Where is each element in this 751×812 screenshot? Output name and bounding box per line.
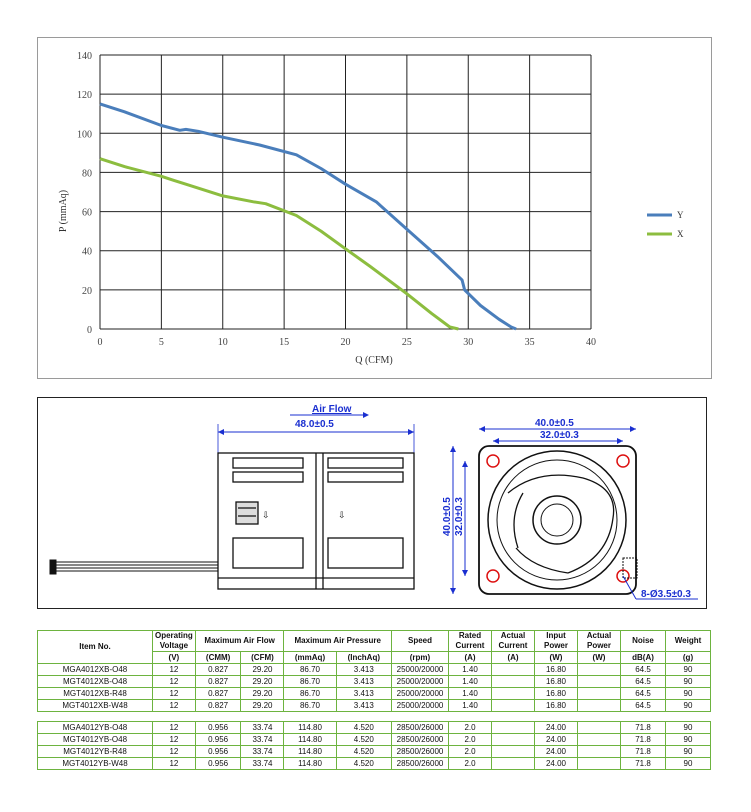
table-cell: 90 xyxy=(666,734,711,746)
y-tick-label: 40 xyxy=(82,246,92,258)
table-cell xyxy=(492,722,535,734)
col-item: Item No. xyxy=(38,631,153,664)
table-cell: 1.40 xyxy=(449,676,492,688)
height-dimension: 40.0±0.5 xyxy=(442,497,453,536)
unit-cell: (g) xyxy=(666,652,711,664)
table-cell: 12 xyxy=(153,676,196,688)
legend-label-x: X xyxy=(677,229,684,239)
table-cell: 86.70 xyxy=(284,664,336,676)
table-cell xyxy=(492,676,535,688)
unit-cell: (mmAq) xyxy=(284,652,336,664)
unit-cell: (CMM) xyxy=(195,652,241,664)
table-cell xyxy=(492,758,535,770)
table-cell: 1.40 xyxy=(449,688,492,700)
table-cell: MGT4012YB-R48 xyxy=(38,746,153,758)
table-cell: 29.20 xyxy=(241,664,284,676)
table-cell: MGT4012YB-W48 xyxy=(38,758,153,770)
table-cell: 3.413 xyxy=(336,688,391,700)
y-tick-label: 100 xyxy=(77,129,92,141)
table-cell: 24.00 xyxy=(535,758,578,770)
y-tick-label: 140 xyxy=(77,51,92,62)
table-cell: 90 xyxy=(666,722,711,734)
y-tick-label: 80 xyxy=(82,168,92,180)
x-tick-labels xyxy=(98,337,597,348)
table-cell: 4.520 xyxy=(336,758,391,770)
table-cell: 114.80 xyxy=(284,758,336,770)
table-cell: 33.74 xyxy=(241,722,284,734)
table-cell: MGA4012YB-O48 xyxy=(38,722,153,734)
table-cell: 86.70 xyxy=(284,676,336,688)
table-row xyxy=(38,688,711,700)
table-cell: 12 xyxy=(153,688,196,700)
y-tick-label: 60 xyxy=(82,207,92,219)
col-voltage: Operating Voltage xyxy=(153,631,196,652)
table-cell: 24.00 xyxy=(535,722,578,734)
col-rated-current: Rated Current xyxy=(449,631,492,652)
table-cell: 90 xyxy=(666,688,711,700)
table-cell: 90 xyxy=(666,664,711,676)
table-cell xyxy=(578,664,621,676)
x-tick-label: 30 xyxy=(463,337,474,348)
x-tick-label: 25 xyxy=(401,337,412,348)
y-tick-label: 120 xyxy=(77,90,92,102)
table-cell xyxy=(492,664,535,676)
width-dimension: 40.0±0.5 xyxy=(535,418,574,429)
unit-cell: (InchAq) xyxy=(336,652,391,664)
table-cell: 2.0 xyxy=(449,722,492,734)
table-cell: 4.520 xyxy=(336,722,391,734)
table-cell: 33.74 xyxy=(241,746,284,758)
table-cell xyxy=(578,676,621,688)
col-input-power: Input Power xyxy=(535,631,578,652)
table-cell: 25000/20000 xyxy=(392,664,449,676)
y-axis-label: P (mmAq) xyxy=(58,189,69,233)
table-cell: 114.80 xyxy=(284,746,336,758)
table-cell: 64.5 xyxy=(621,700,666,712)
table-row xyxy=(38,700,711,712)
table-cell: 1.40 xyxy=(449,664,492,676)
table-cell: 90 xyxy=(666,700,711,712)
table-cell: 25000/20000 xyxy=(392,688,449,700)
table-cell: 114.80 xyxy=(284,734,336,746)
y-tick-label: 20 xyxy=(82,285,92,297)
chart-series xyxy=(100,104,516,329)
y-tick-label: 0 xyxy=(87,325,92,336)
table-cell: 28500/26000 xyxy=(392,734,449,746)
table-cell: 3.413 xyxy=(336,700,391,712)
fan-front-view xyxy=(479,446,637,594)
x-tick-label: 20 xyxy=(340,337,351,348)
table-cell: 2.0 xyxy=(449,746,492,758)
col-speed: Speed xyxy=(392,631,449,652)
table-cell: 71.8 xyxy=(621,722,666,734)
table-cell: 90 xyxy=(666,746,711,758)
col-airflow: Maximum Air Flow xyxy=(195,631,284,652)
dimension-drawing xyxy=(38,398,705,607)
svg-text:⇩: ⇩ xyxy=(338,510,346,520)
table-cell: 28500/26000 xyxy=(392,746,449,758)
table-cell: 24.00 xyxy=(535,746,578,758)
table-header-row xyxy=(38,631,711,652)
table-cell: 12 xyxy=(153,746,196,758)
table-cell: 12 xyxy=(153,758,196,770)
table-cell: 0.956 xyxy=(195,722,241,734)
x-tick-label: 10 xyxy=(217,337,228,348)
legend-label-y: Y xyxy=(677,210,684,220)
table-row xyxy=(38,676,711,688)
table-cell: 4.520 xyxy=(336,746,391,758)
series-line-y xyxy=(100,104,516,329)
dimension-drawing-panel xyxy=(37,397,707,609)
table-cell: 28500/26000 xyxy=(392,722,449,734)
table-cell xyxy=(578,688,621,700)
table-cell: MGT4012XB-W48 xyxy=(38,700,153,712)
table-cell: 33.74 xyxy=(241,758,284,770)
table-cell: 64.5 xyxy=(621,688,666,700)
table-cell: 12 xyxy=(153,722,196,734)
series-line-x xyxy=(100,159,458,329)
x-tick-label: 35 xyxy=(524,337,535,348)
table-cell: 28500/26000 xyxy=(392,758,449,770)
y-tick-labels xyxy=(77,51,92,336)
svg-text:⇩: ⇩ xyxy=(262,510,270,520)
table-cell: 86.70 xyxy=(284,688,336,700)
x-axis-label: Q (CFM) xyxy=(355,355,393,366)
hole-pitch-horizontal: 32.0±0.3 xyxy=(540,430,579,441)
unit-cell: (W) xyxy=(535,652,578,664)
table-cell: 64.5 xyxy=(621,664,666,676)
table-cell: 90 xyxy=(666,758,711,770)
unit-cell: dB(A) xyxy=(621,652,666,664)
table-row xyxy=(38,758,711,770)
col-actual-current: Actual Current xyxy=(492,631,535,652)
table-cell: 64.5 xyxy=(621,676,666,688)
table-cell: 71.8 xyxy=(621,734,666,746)
table-cell: 24.00 xyxy=(535,734,578,746)
table-cell: 25000/20000 xyxy=(392,676,449,688)
table-cell: 16.80 xyxy=(535,664,578,676)
table-cell: 16.80 xyxy=(535,700,578,712)
unit-cell: (V) xyxy=(153,652,196,664)
table-cell: MGT4012XB-O48 xyxy=(38,676,153,688)
table-cell xyxy=(492,746,535,758)
unit-cell: (W) xyxy=(578,652,621,664)
table-cell: 3.413 xyxy=(336,664,391,676)
table-cell: 16.80 xyxy=(535,676,578,688)
table-cell xyxy=(492,700,535,712)
table-row xyxy=(38,722,711,734)
table-cell xyxy=(578,722,621,734)
table-row xyxy=(38,734,711,746)
table-cell: 33.74 xyxy=(241,734,284,746)
hole-callout: 8-Ø3.5±0.3 xyxy=(641,589,691,600)
x-tick-label: 5 xyxy=(158,337,164,348)
table-cell: 114.80 xyxy=(284,722,336,734)
table-cell xyxy=(492,734,535,746)
table-group-gap xyxy=(38,712,711,722)
table-cell: 12 xyxy=(153,664,196,676)
table-cell: 0.956 xyxy=(195,734,241,746)
lead-wires xyxy=(50,560,218,574)
col-actual-power: Actual Power xyxy=(578,631,621,652)
table-cell: 2.0 xyxy=(449,758,492,770)
table-row xyxy=(38,664,711,676)
table-cell: 0.827 xyxy=(195,688,241,700)
table-cell: 16.80 xyxy=(535,688,578,700)
table-cell: 0.956 xyxy=(195,758,241,770)
table-cell: 0.827 xyxy=(195,676,241,688)
table-cell: 25000/20000 xyxy=(392,700,449,712)
x-tick-label: 40 xyxy=(586,337,596,348)
hole-pitch-vertical: 32.0±0.3 xyxy=(454,497,465,536)
table-cell: 3.413 xyxy=(336,676,391,688)
table-cell: 12 xyxy=(153,734,196,746)
table-cell: MGA4012XB-O48 xyxy=(38,664,153,676)
table-cell: 2.0 xyxy=(449,734,492,746)
table-cell: 90 xyxy=(666,676,711,688)
table-cell xyxy=(578,746,621,758)
table-cell xyxy=(578,758,621,770)
unit-cell: (CFM) xyxy=(241,652,284,664)
table-cell: 71.8 xyxy=(621,758,666,770)
col-pressure: Maximum Air Pressure xyxy=(284,631,392,652)
table-cell: 0.956 xyxy=(195,746,241,758)
airflow-label: Air Flow xyxy=(312,404,352,415)
depth-dimension: 48.0±0.5 xyxy=(295,419,334,430)
table-cell: 4.520 xyxy=(336,734,391,746)
table-cell: 29.20 xyxy=(241,700,284,712)
table-row xyxy=(38,746,711,758)
table-cell: 12 xyxy=(153,700,196,712)
table-cell: 86.70 xyxy=(284,700,336,712)
chart-legend xyxy=(647,210,684,239)
table-cell: MGT4012YB-O48 xyxy=(38,734,153,746)
table-cell: 0.827 xyxy=(195,664,241,676)
unit-cell: (A) xyxy=(492,652,535,664)
unit-cell: (A) xyxy=(449,652,492,664)
table-cell: 29.20 xyxy=(241,676,284,688)
pq-chart xyxy=(38,38,711,378)
table-cell xyxy=(578,734,621,746)
pq-chart-panel xyxy=(37,37,712,379)
table-cell: MGT4012XB-R48 xyxy=(38,688,153,700)
x-tick-label: 0 xyxy=(97,337,103,348)
chart-grid xyxy=(100,55,591,329)
table-cell: 29.20 xyxy=(241,688,284,700)
table-cell xyxy=(578,700,621,712)
airflow-arrowhead xyxy=(363,412,369,418)
spec-table xyxy=(37,630,711,770)
col-noise: Noise xyxy=(621,631,666,652)
table-cell: 1.40 xyxy=(449,700,492,712)
x-tick-label: 15 xyxy=(279,337,290,348)
col-weight: Weight xyxy=(666,631,711,652)
unit-cell: (rpm) xyxy=(392,652,449,664)
table-cell: 0.827 xyxy=(195,700,241,712)
fan-side-view xyxy=(218,453,414,589)
table-cell: 71.8 xyxy=(621,746,666,758)
table-cell xyxy=(492,688,535,700)
